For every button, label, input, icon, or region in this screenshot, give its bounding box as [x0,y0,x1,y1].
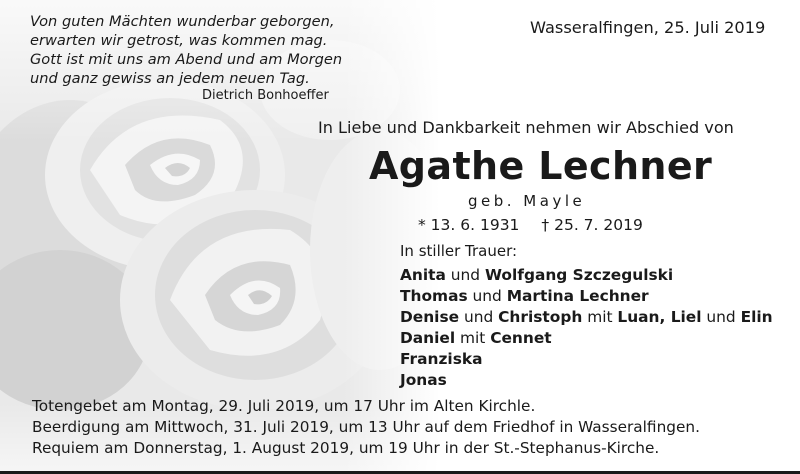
deceased-name: Agathe Lechner [369,144,713,188]
mourner-line [400,287,649,305]
mourner-line [400,308,773,326]
mourner-name: Anita [400,266,446,284]
service-requiem: Requiem am Donnerstag, 1. August 2019, um 19 Uhr in der St.-Stephanus-Kirche. [32,439,660,457]
poem-author: Dietrich Bonhoeffer [202,88,329,103]
connector-text: mit [455,329,491,347]
birth-name: geb. Mayle [468,192,586,210]
mourner-name: Christoph [498,308,583,326]
mourner-line [400,350,482,368]
service-burial: Beerdigung am Mittwoch, 31. Juli 2019, um 13 Uhr auf dem Friedhof in Wasseralfingen. [32,418,700,436]
connector-text: mit [582,308,618,326]
mourner-line [400,329,552,347]
poem-line: und ganz gewiss an jedem neuen Tag. [30,70,310,87]
place-date: Wasseralfingen, 25. Juli 2019 [530,18,766,37]
mourner-line [400,371,447,389]
death-date: † 25. 7. 2019 [541,216,643,234]
life-dates [418,216,643,234]
service-prayer: Totengebet am Montag, 29. Juli 2019, um 17 Uhr im Alten Kirchle. [32,397,536,415]
mourner-name: Franziska [400,350,483,368]
connector-text: und [459,308,499,326]
mourner-name: Denise [400,308,460,326]
mourner-name: Luan, Liel [617,308,702,326]
mourner-name: Elin [740,308,773,326]
connector-text: und [445,266,485,284]
mourner-name: Martina Lechner [506,287,649,305]
mourner-name: Cennet [490,329,552,347]
mourner-name: Daniel [400,329,456,347]
mourner-line [400,266,673,284]
birth-date: * 13. 6. 1931 [418,216,520,234]
connector-text: und [467,287,507,305]
connector-text: und [701,308,741,326]
farewell-intro: In Liebe und Dankbarkeit nehmen wir Abschied von [318,118,734,137]
mourner-name: Jonas [400,371,447,389]
mourner-name: Wolfgang Szczegulski [484,266,674,284]
poem-line: erwarten wir getrost, was kommen mag. [30,32,328,49]
mourner-name: Thomas [400,287,468,305]
mourning-label: In stiller Trauer: [400,242,518,260]
poem-line: Gott ist mit uns am Abend und am Morgen [30,51,343,68]
poem-line: Von guten Mächten wunderbar geborgen, [30,13,335,30]
